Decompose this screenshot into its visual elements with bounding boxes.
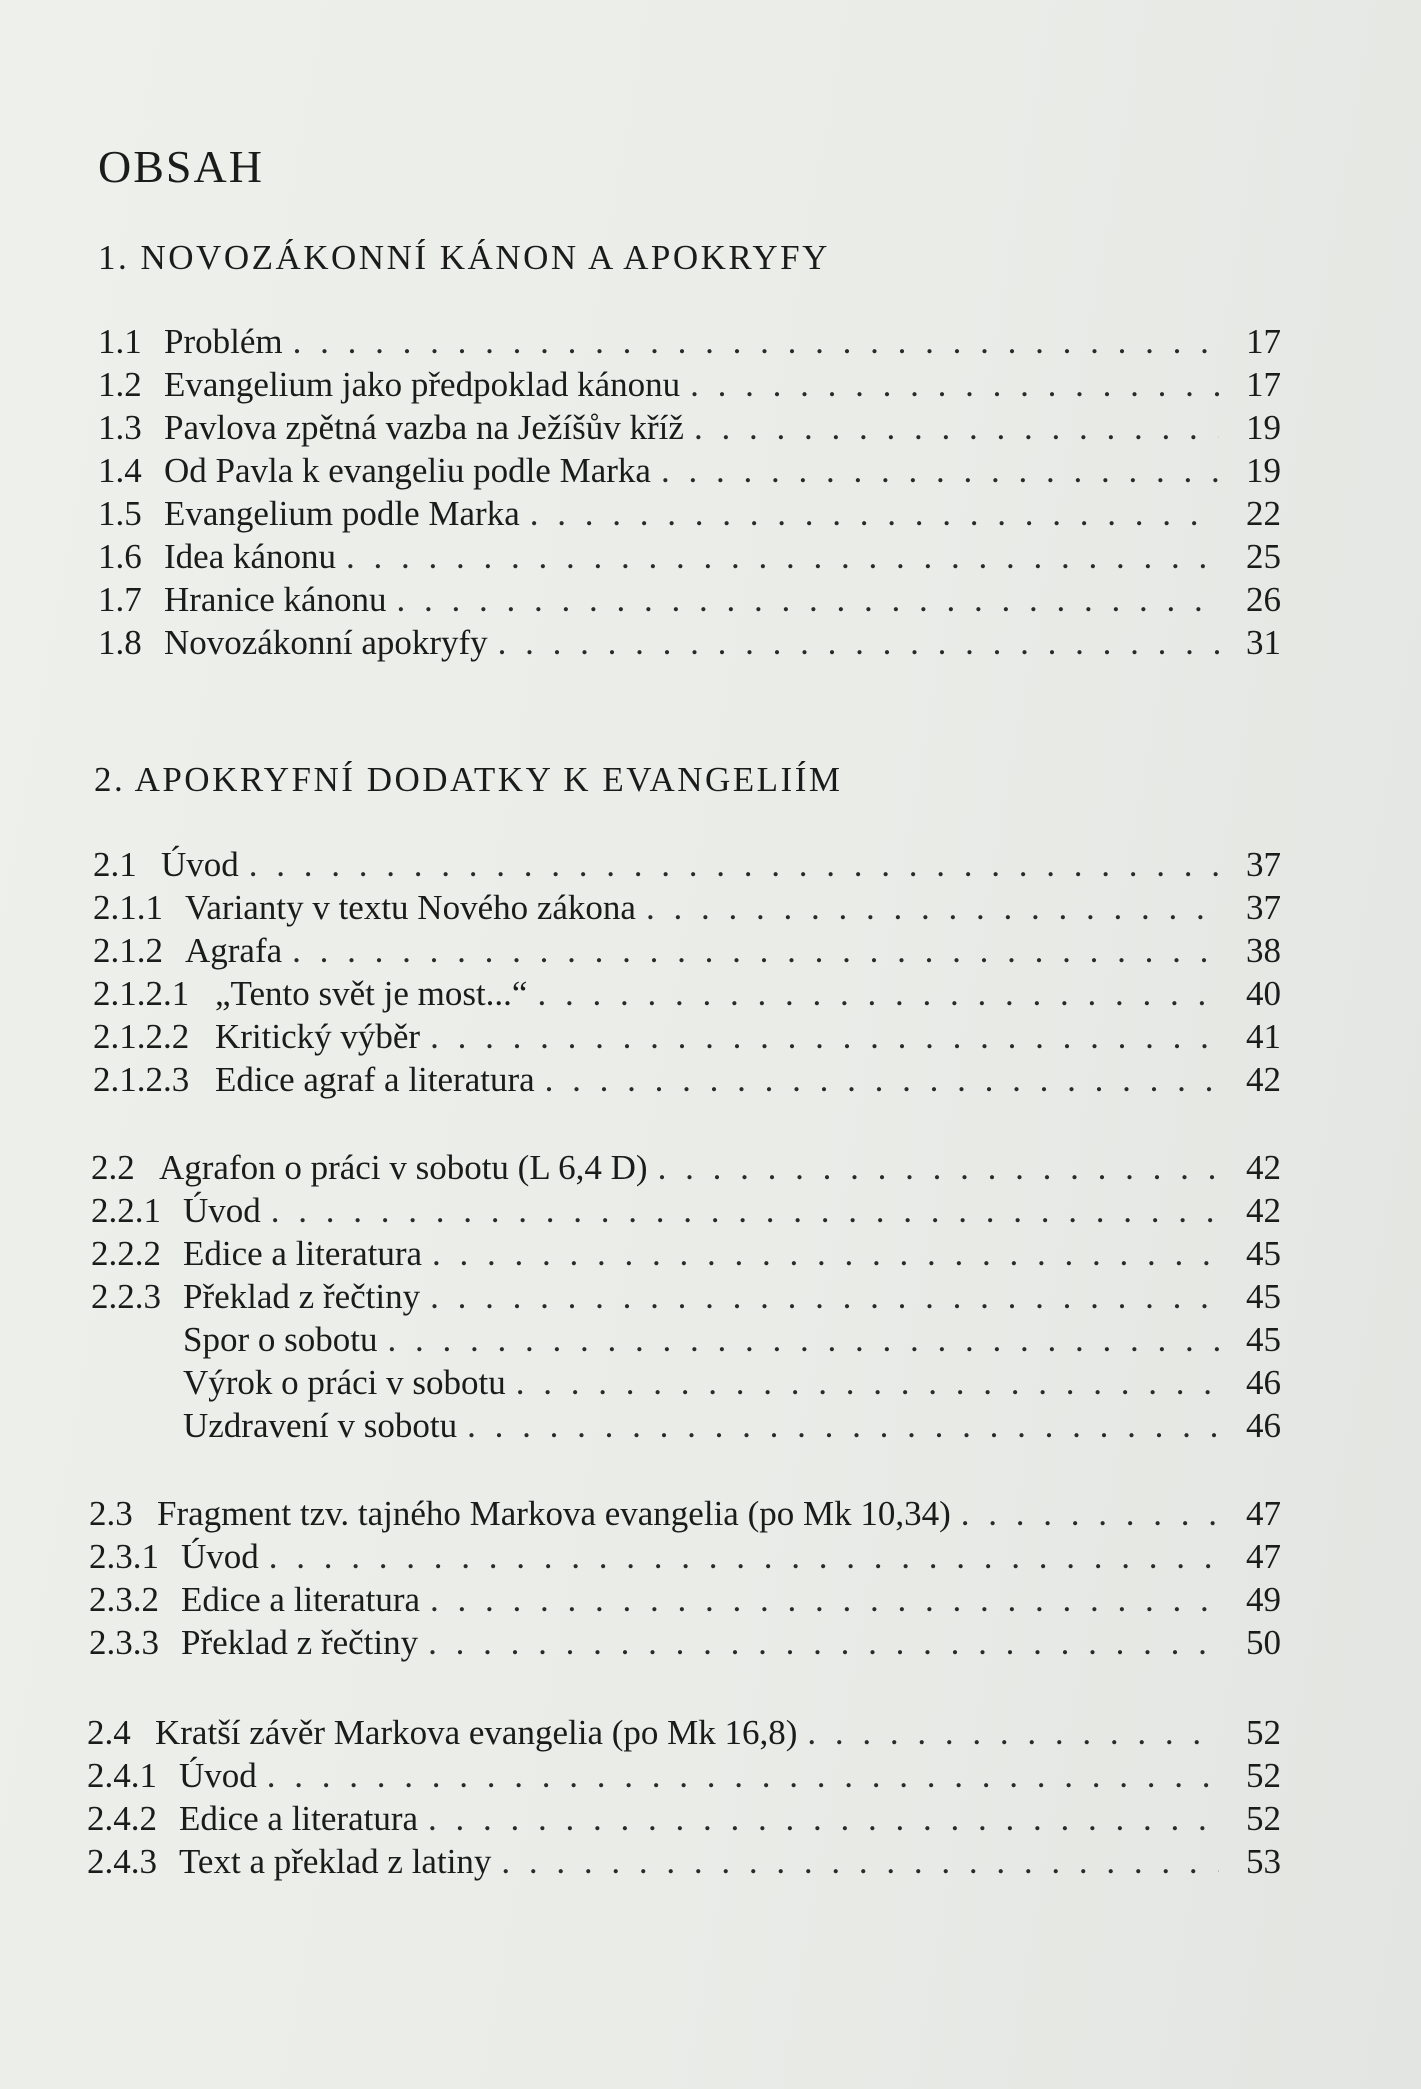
entry-title: Problém bbox=[164, 322, 283, 361]
dot-leader bbox=[807, 1711, 1219, 1754]
entry-number: 1.6 bbox=[98, 537, 142, 576]
dot-leader bbox=[537, 972, 1219, 1015]
entry-number: 1.8 bbox=[98, 623, 142, 662]
entry-page: 49 bbox=[1246, 1580, 1281, 1619]
dot-leader bbox=[501, 1840, 1219, 1883]
dot-leader bbox=[661, 449, 1219, 492]
entry-page: 52 bbox=[1246, 1713, 1281, 1752]
entry-page: 45 bbox=[1246, 1234, 1281, 1273]
dot-leader bbox=[467, 1404, 1219, 1447]
entry-title: Od Pavla k evangeliu podle Marka bbox=[164, 451, 651, 490]
entry-title: Novozákonní apokryfy bbox=[164, 623, 488, 662]
entry-number: 1.7 bbox=[98, 580, 142, 619]
entry-page: 38 bbox=[1246, 931, 1281, 970]
toc-entry bbox=[91, 1146, 1281, 1189]
toc-entry bbox=[91, 1404, 1281, 1447]
entry-title: Idea kánonu bbox=[164, 537, 337, 576]
toc-entry bbox=[93, 1015, 1281, 1058]
toc-entry bbox=[93, 929, 1281, 972]
dot-leader bbox=[293, 320, 1219, 363]
entry-page: 47 bbox=[1246, 1537, 1281, 1576]
toc-entry bbox=[98, 320, 1281, 363]
toc-entry bbox=[87, 1797, 1281, 1840]
toc-entry bbox=[91, 1232, 1281, 1275]
entry-number: 2.3 bbox=[89, 1494, 133, 1533]
entry-number: 2.4 bbox=[87, 1713, 131, 1752]
entry-title: Agrafon o práci v sobotu (L 6,4 D) bbox=[159, 1148, 648, 1187]
entry-page: 45 bbox=[1246, 1277, 1281, 1316]
entry-number: 1.4 bbox=[98, 451, 142, 490]
entry-page: 37 bbox=[1246, 845, 1281, 884]
entry-page: 17 bbox=[1246, 365, 1281, 404]
entry-number: 2.4.3 bbox=[87, 1842, 157, 1881]
entry-page: 26 bbox=[1246, 580, 1281, 619]
toc-entry bbox=[89, 1621, 1281, 1664]
entry-title: Edice a literatura bbox=[183, 1234, 423, 1273]
entry-page: 19 bbox=[1246, 451, 1281, 490]
entry-title: Agrafa bbox=[185, 931, 283, 970]
dot-leader bbox=[249, 843, 1219, 886]
entry-title: Pavlova zpětná vazba na Ježíšův kříž bbox=[164, 408, 684, 447]
dot-leader bbox=[269, 1535, 1219, 1578]
entry-number: 2.1.2.3 bbox=[93, 1060, 190, 1099]
dot-leader bbox=[430, 1578, 1219, 1621]
entry-page: 22 bbox=[1246, 494, 1281, 533]
entry-title: Úvod bbox=[179, 1756, 257, 1795]
dot-leader bbox=[432, 1232, 1219, 1275]
toc-entry bbox=[87, 1711, 1281, 1754]
toc-entry bbox=[91, 1361, 1281, 1404]
entry-page: 45 bbox=[1246, 1320, 1281, 1359]
entry-title: Překlad z řečtiny bbox=[181, 1623, 419, 1662]
entry-number: 2.1.2.1 bbox=[93, 974, 190, 1013]
dot-leader bbox=[961, 1492, 1219, 1535]
entry-page: 40 bbox=[1246, 974, 1281, 1013]
entry-number: 2.1.2 bbox=[93, 931, 163, 970]
entry-page: 53 bbox=[1246, 1842, 1281, 1881]
entry-page: 42 bbox=[1246, 1148, 1281, 1187]
toc-entry bbox=[98, 406, 1281, 449]
entry-title: Fragment tzv. tajného Markova evangelia (po Mk 10,34) bbox=[157, 1494, 951, 1533]
toc-entry bbox=[98, 492, 1281, 535]
entry-title: „Tento svět je most...“ bbox=[215, 974, 528, 1013]
entry-number: 2.2 bbox=[91, 1148, 135, 1187]
entry-number: 1.1 bbox=[98, 322, 142, 361]
entry-title: Kritický výběr bbox=[215, 1017, 421, 1056]
entry-number: 1.2 bbox=[98, 365, 142, 404]
page-title: OBSAH bbox=[98, 141, 264, 192]
entry-number: 2.4.2 bbox=[87, 1799, 157, 1838]
entry-number: 2.2.1 bbox=[91, 1191, 161, 1230]
entry-page: 47 bbox=[1246, 1494, 1281, 1533]
entry-page: 46 bbox=[1246, 1363, 1281, 1402]
dot-leader bbox=[530, 492, 1219, 535]
toc-entry bbox=[93, 1058, 1281, 1101]
dot-leader bbox=[387, 1318, 1219, 1361]
dot-leader bbox=[430, 1015, 1219, 1058]
toc-entry bbox=[91, 1189, 1281, 1232]
dot-leader bbox=[428, 1797, 1219, 1840]
dot-leader bbox=[646, 886, 1219, 929]
entry-page: 25 bbox=[1246, 537, 1281, 576]
toc-entry bbox=[93, 972, 1281, 1015]
toc-entry bbox=[89, 1578, 1281, 1621]
dot-leader bbox=[430, 1275, 1219, 1318]
toc-entry bbox=[87, 1840, 1281, 1883]
entry-title: Překlad z řečtiny bbox=[183, 1277, 421, 1316]
entry-page: 19 bbox=[1246, 408, 1281, 447]
entry-page: 52 bbox=[1246, 1799, 1281, 1838]
dot-leader bbox=[397, 578, 1219, 621]
entry-title: Text a překlad z latiny bbox=[179, 1842, 492, 1881]
entry-page: 17 bbox=[1246, 322, 1281, 361]
entry-number: 2.1.2.2 bbox=[93, 1017, 190, 1056]
entry-title: Varianty v textu Nového zákona bbox=[185, 888, 636, 927]
dot-leader bbox=[658, 1146, 1219, 1189]
toc-entry bbox=[87, 1754, 1281, 1797]
entry-number: 2.2.2 bbox=[91, 1234, 161, 1273]
entry-number: 2.4.1 bbox=[87, 1756, 157, 1795]
dot-leader bbox=[428, 1621, 1219, 1664]
dot-leader bbox=[271, 1189, 1219, 1232]
toc-entry bbox=[98, 535, 1281, 578]
entry-title: Úvod bbox=[181, 1537, 259, 1576]
entry-title: Evangelium jako předpoklad kánonu bbox=[164, 365, 681, 404]
entry-title: Uzdravení v sobotu bbox=[183, 1406, 458, 1445]
chapter-heading: 1. NOVOZÁKONNÍ KÁNON A APOKRYFY bbox=[98, 238, 830, 277]
entry-title: Výrok o práci v sobotu bbox=[183, 1363, 506, 1402]
toc-entry bbox=[93, 886, 1281, 929]
entry-title: Úvod bbox=[183, 1191, 261, 1230]
dot-leader bbox=[690, 363, 1219, 406]
entry-page: 50 bbox=[1246, 1623, 1281, 1662]
entry-page: 46 bbox=[1246, 1406, 1281, 1445]
entry-number: 1.3 bbox=[98, 408, 142, 447]
dot-leader bbox=[267, 1754, 1219, 1797]
entry-page: 41 bbox=[1246, 1017, 1281, 1056]
entry-number: 2.3.2 bbox=[89, 1580, 159, 1619]
entry-title: Úvod bbox=[161, 845, 239, 884]
toc-entry bbox=[98, 621, 1281, 664]
entry-page: 42 bbox=[1246, 1191, 1281, 1230]
dot-leader bbox=[292, 929, 1219, 972]
entry-title: Edice a literatura bbox=[179, 1799, 419, 1838]
entry-number: 2.1 bbox=[93, 845, 137, 884]
toc-entry bbox=[98, 363, 1281, 406]
entry-number: 2.3.1 bbox=[89, 1537, 159, 1576]
entry-number: 2.3.3 bbox=[89, 1623, 159, 1662]
toc-entry bbox=[91, 1318, 1281, 1361]
entry-number: 2.1.1 bbox=[93, 888, 163, 927]
entry-page: 31 bbox=[1246, 623, 1281, 662]
dot-leader bbox=[694, 406, 1219, 449]
entry-title: Edice a literatura bbox=[181, 1580, 421, 1619]
entry-page: 52 bbox=[1246, 1756, 1281, 1795]
toc-entry bbox=[89, 1492, 1281, 1535]
entry-title: Edice agraf a literatura bbox=[215, 1060, 535, 1099]
entry-title: Kratší závěr Markova evangelia (po Mk 16,8) bbox=[155, 1713, 798, 1752]
dot-leader bbox=[545, 1058, 1219, 1101]
entry-title: Hranice kánonu bbox=[164, 580, 387, 619]
toc-entry bbox=[98, 578, 1281, 621]
entry-number: 1.5 bbox=[98, 494, 142, 533]
entry-number: 2.2.3 bbox=[91, 1277, 161, 1316]
toc-entry bbox=[98, 449, 1281, 492]
toc-entry bbox=[89, 1535, 1281, 1578]
entry-title: Evangelium podle Marka bbox=[164, 494, 520, 533]
dot-leader bbox=[516, 1361, 1219, 1404]
entry-page: 42 bbox=[1246, 1060, 1281, 1099]
chapter-heading: 2. APOKRYFNÍ DODATKY K EVANGELIÍM bbox=[94, 760, 843, 799]
entry-page: 37 bbox=[1246, 888, 1281, 927]
entry-title: Spor o sobotu bbox=[183, 1320, 378, 1359]
dot-leader bbox=[346, 535, 1219, 578]
dot-leader bbox=[498, 621, 1219, 664]
toc-entry bbox=[91, 1275, 1281, 1318]
toc-entry bbox=[93, 843, 1281, 886]
